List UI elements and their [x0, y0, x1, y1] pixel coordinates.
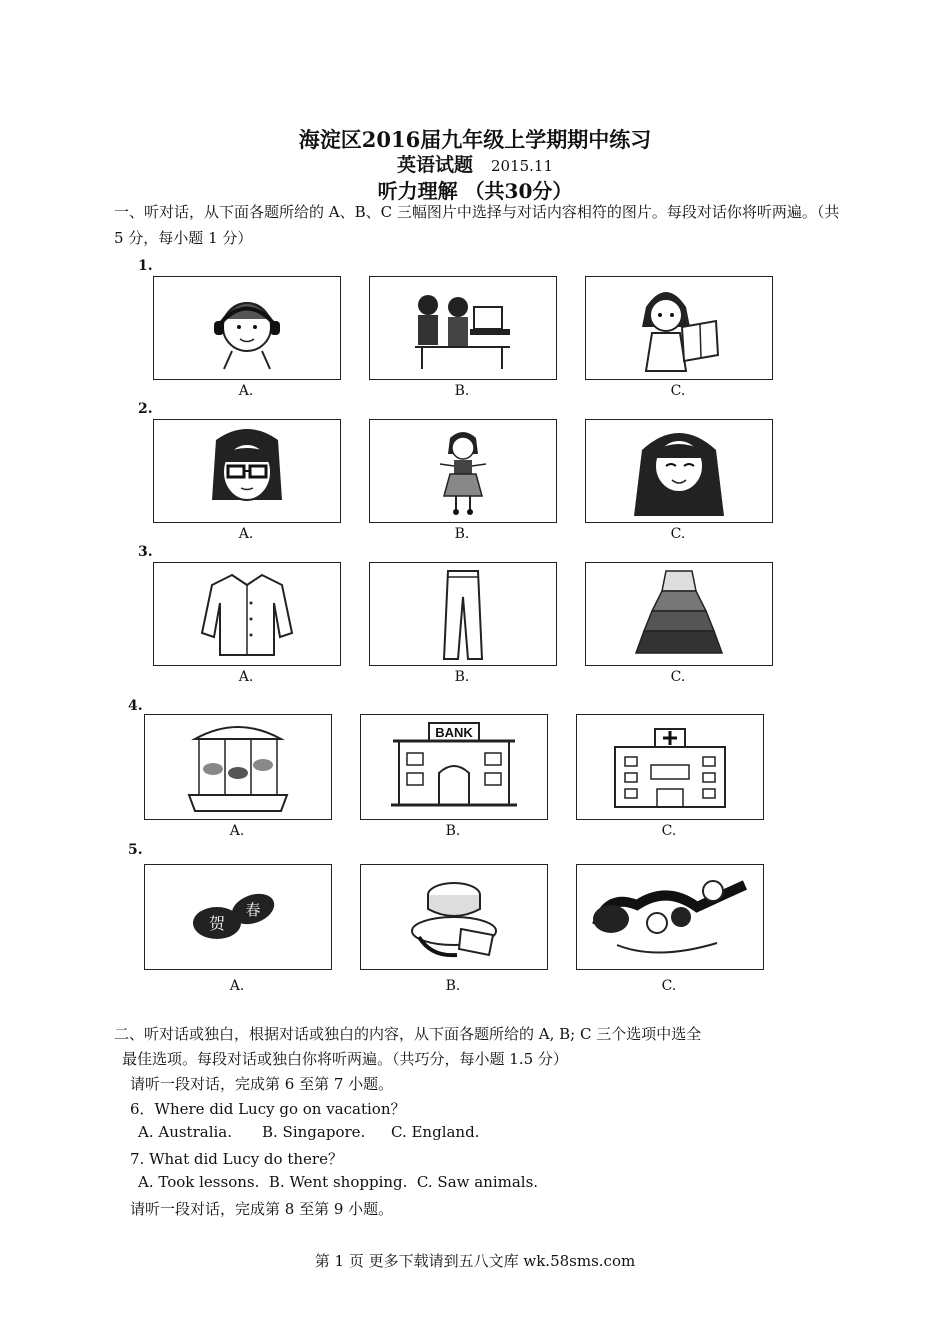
jeans-icon [370, 563, 556, 665]
girl-with-glasses-icon [154, 420, 340, 522]
label-b: B. [445, 978, 461, 994]
card-text-chun: 春 [245, 901, 261, 919]
q1-option-c-image[interactable] [585, 276, 773, 380]
question-6: 6．Where did Lucy go on vacation？ [130, 1100, 406, 1118]
ruffled-dress-icon [586, 563, 772, 665]
q1-option-b-image[interactable] [369, 276, 557, 380]
q5-option-b-image[interactable] [360, 864, 548, 970]
question-6-option-c: C. England. [391, 1123, 480, 1141]
label-a: A. [229, 823, 245, 839]
label-c: C. [670, 526, 686, 542]
hospital-building-icon [577, 715, 763, 819]
q3-option-b-image[interactable] [369, 562, 557, 666]
question-6-option-b: B. Singapore. [262, 1123, 366, 1141]
bank-sign-text: BANK [435, 725, 473, 740]
exam-date: 2015.11 [490, 157, 554, 175]
label-a: A. [238, 526, 254, 542]
label-b: B. [454, 669, 470, 685]
q2-option-b-image[interactable] [369, 419, 557, 523]
dragon-dance-icon [577, 865, 763, 969]
mooncake-icon [361, 865, 547, 969]
q1-option-a-image[interactable] [153, 276, 341, 380]
question-number: 3. [138, 544, 153, 560]
q2-option-c-image[interactable] [585, 419, 773, 523]
question-number: 5. [128, 842, 143, 858]
shirt-icon [154, 563, 340, 665]
page-footer: 第 1 页 更多下载请到五八文库 wk.58sms.com [314, 1252, 636, 1270]
question-number: 2. [138, 401, 153, 417]
label-c: C. [661, 978, 677, 994]
section-title: 听力理解 （共30分） [377, 179, 573, 203]
new-year-greeting-cards-icon [145, 865, 331, 969]
question-7-options: A. Took lessons. B. Went shopping. C. Saw animals. [138, 1173, 539, 1191]
listening-prompt: 请听一段对话，完成第 6 至第 7 小题。 [130, 1075, 394, 1093]
question-6-option-a: A. Australia. [138, 1123, 233, 1141]
kids-at-computer-icon [370, 277, 556, 379]
label-b: B. [445, 823, 461, 839]
bank-building-icon [361, 715, 547, 819]
q4-option-c-image[interactable] [576, 714, 764, 820]
exam-title: 海淀区2016届九年级上学期期中练习 [298, 127, 652, 152]
label-c: C. [670, 669, 686, 685]
part2-instructions-line1: 二、听对话或独白，根据对话或独白的内容，从下面各题所给的 A, B; C 三个选项中选全 [114, 1025, 702, 1043]
q4-option-a-image[interactable] [144, 714, 332, 820]
label-a: A. [229, 978, 245, 994]
question-7: 7. What did Lucy do there？ [130, 1150, 343, 1168]
label-c: C. [670, 383, 686, 399]
q5-option-c-image[interactable] [576, 864, 764, 970]
girl-with-headphones-icon [154, 277, 340, 379]
girl-long-hair-icon [586, 420, 772, 522]
little-girl-in-dress-icon [370, 420, 556, 522]
exam-subtitle [0, 150, 950, 177]
q4-option-b-image[interactable] [360, 714, 548, 820]
label-a: A. [238, 383, 254, 399]
card-text-he: 贺 [208, 914, 226, 933]
carousel-icon [145, 715, 331, 819]
label-a: A. [238, 669, 254, 685]
q5-option-a-image[interactable] [144, 864, 332, 970]
q2-option-a-image[interactable] [153, 419, 341, 523]
part1-instructions: 一、听对话，从下面各题所给的 A、B、C 三幅图片中选择与对话内容相符的图片。每段对话你将听两遍。（共 5 分，每小题 1 分） [114, 203, 840, 247]
q3-option-a-image[interactable] [153, 562, 341, 666]
question-number: 4. [128, 698, 143, 714]
listening-prompt: 请听一段对话，完成第 8 至第 9 小题。 [130, 1200, 394, 1218]
label-b: B. [454, 526, 470, 542]
label-c: C. [661, 823, 677, 839]
label-b: B. [454, 383, 470, 399]
question-number: 1. [138, 258, 153, 274]
girl-reading-book-icon [586, 277, 772, 379]
part2-instructions-line2: 最佳选项。每段对话或独白你将听两遍。（共巧分，每小题 1.5 分） [122, 1050, 568, 1068]
subtitle-text: 英语试题 [396, 154, 473, 176]
q3-option-c-image[interactable] [585, 562, 773, 666]
